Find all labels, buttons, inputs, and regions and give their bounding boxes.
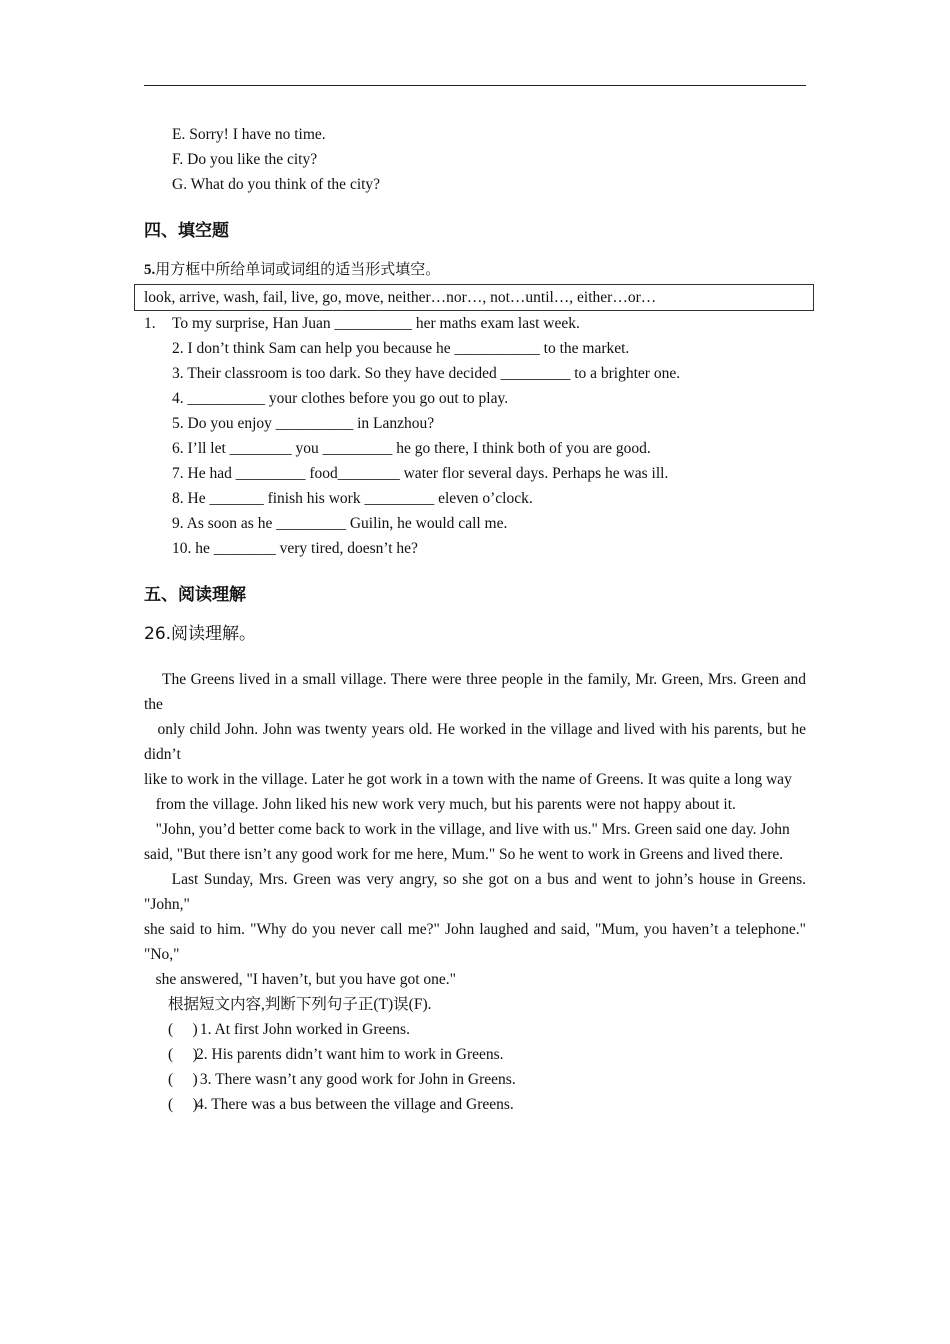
fill-item: 5. Do you enjoy __________ in Lanzhou? (172, 415, 435, 432)
answer-blank: ( ) (168, 1071, 198, 1088)
tf-item-text: 4. There was a bus between the village and Greens. (196, 1096, 514, 1113)
options-list (144, 122, 806, 197)
fill-item-1-text: To my surprise, Han Juan __________ her maths exam last week. (172, 315, 580, 332)
passage-line: from the village. John liked his new work very much, but his parents were not happy about it. (144, 796, 736, 813)
document-page (144, 122, 810, 1117)
passage-line: like to work in the village. Later he got work in a town with the name of Greens. It was quite a long way (144, 771, 792, 788)
passage-line: only child John. John was twenty years old. He worked in the village and lived with his parents, but he didn’t (144, 721, 810, 763)
fill-item: 3. Their classroom is too dark. So they have decided _________ to a brighter one. (172, 365, 681, 382)
fill-item-1 (144, 311, 806, 336)
option-e: E. Sorry! I have no time. (172, 126, 326, 143)
fill-item: 4. __________ your clothes before you go out to play. (172, 390, 509, 407)
passage-line: said, "But there isn’t any good work for me here, Mum." So he went to work in Greens and lived there. (144, 846, 784, 863)
question-5-number: 5. (144, 262, 156, 278)
section-5-title: 五、阅读理解 (144, 585, 246, 605)
question-26-number: 26. (144, 624, 172, 644)
option-g: G. What do you think of the city? (172, 176, 381, 193)
tf-item-1 (144, 1017, 806, 1042)
fill-item: 2. I don’t think Sam can help you because he ___________ to the market. (172, 340, 630, 357)
passage-line: she answered, "I haven’t, but you have got one." (144, 971, 456, 988)
tf-item-2 (144, 1042, 806, 1067)
passage-line: she said to him. "Why do you never call me?" John laughed and said, "Mum, you haven’t a telephone." "No," (144, 921, 810, 963)
fill-item: 8. He _______ finish his work _________ eleven o’clock. (172, 490, 533, 507)
section-4-title: 四、填空题 (144, 221, 229, 241)
tf-item-3 (144, 1067, 806, 1092)
answer-blank: ( ) (168, 1096, 198, 1113)
question-26-heading (144, 622, 806, 647)
tf-instruction: 根据短文内容,判断下列句子正(T)误(F). (168, 996, 432, 1013)
question-5-text: 用方框中所给单词或词组的适当形式填空。 (155, 262, 441, 278)
answer-blank: ( ) (168, 1046, 198, 1063)
fill-item-1-number: 1. (144, 315, 156, 332)
tf-item-text: 3. There wasn’t any good work for John in Greens. (196, 1071, 516, 1088)
tf-item-text: 1. At first John worked in Greens. (196, 1021, 410, 1038)
fill-item: 6. I’ll let ________ you _________ he go there, I think both of you are good. (172, 440, 651, 457)
question-5-heading (144, 258, 806, 283)
tf-item-text: 2. His parents didn’t want him to work in Greens. (196, 1046, 504, 1063)
reading-passage (144, 667, 810, 992)
fill-item: 10. he ________ very tired, doesn’t he? (172, 540, 418, 557)
passage-line: The Greens lived in a small village. There were three people in the family, Mr. Green, Mrs. Green and the (144, 671, 810, 713)
fill-item: 9. As soon as he _________ Guilin, he would call me. (172, 515, 508, 532)
header-rule (144, 85, 806, 86)
option-f: F. Do you like the city? (172, 151, 318, 168)
fill-item: 7. He had _________ food________ water flor several days. Perhaps he was ill. (172, 465, 669, 482)
word-box: look, arrive, wash, fail, live, go, move, neither…nor…, not…until…, either…or… (134, 284, 814, 311)
question-26-text: 阅读理解。 (171, 624, 257, 644)
passage-line: Last Sunday, Mrs. Green was very angry, so she got on a bus and went to john’s house in Greens. "John," (144, 871, 810, 913)
passage-line: "John, you’d better come back to work in the village, and live with us." Mrs. Green said one day. John (144, 821, 790, 838)
tf-item-4 (144, 1092, 806, 1117)
answer-blank: ( ) (168, 1021, 198, 1038)
